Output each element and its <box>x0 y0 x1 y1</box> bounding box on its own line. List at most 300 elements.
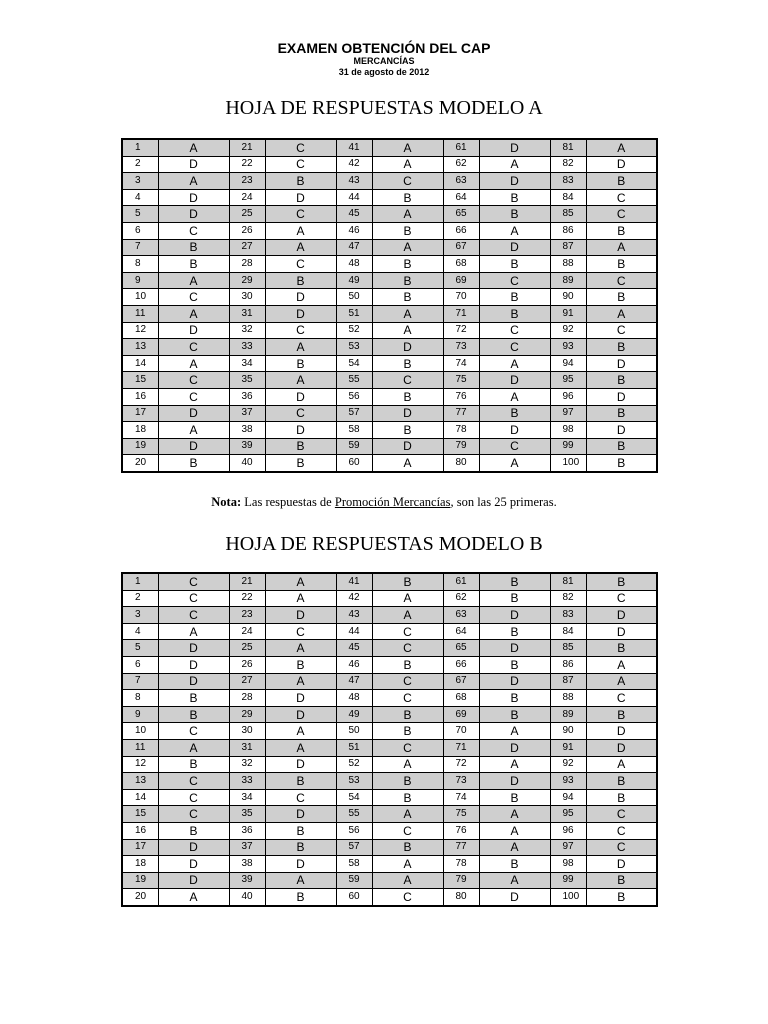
answer-letter: A <box>265 673 336 690</box>
question-number: 35 <box>229 372 265 389</box>
answer-letter: C <box>265 256 336 273</box>
answer-row <box>122 355 657 372</box>
answer-letter: D <box>265 189 336 206</box>
answer-row <box>122 739 657 756</box>
question-number: 52 <box>336 756 372 773</box>
answer-letter: B <box>479 789 550 806</box>
question-number: 72 <box>443 322 479 339</box>
answer-row <box>122 773 657 790</box>
answer-letter: B <box>586 455 657 472</box>
answer-letter: C <box>158 388 229 405</box>
answer-letter: B <box>265 656 336 673</box>
question-number: 19 <box>122 438 158 455</box>
answer-letter: A <box>265 239 336 256</box>
question-number: 39 <box>229 872 265 889</box>
answer-letter: B <box>265 773 336 790</box>
question-number: 77 <box>443 839 479 856</box>
question-number: 88 <box>550 256 586 273</box>
answer-letter: B <box>479 573 550 590</box>
question-number: 21 <box>229 139 265 156</box>
question-number: 77 <box>443 405 479 422</box>
answer-letter: D <box>586 388 657 405</box>
question-number: 58 <box>336 856 372 873</box>
question-number: 5 <box>122 206 158 223</box>
answer-letter: B <box>372 773 443 790</box>
answer-letter: A <box>265 222 336 239</box>
note-text-before: Las respuestas de <box>241 495 335 509</box>
answer-letter: A <box>158 272 229 289</box>
answer-letter: D <box>158 872 229 889</box>
question-number: 59 <box>336 438 372 455</box>
question-number: 4 <box>122 189 158 206</box>
answer-letter: A <box>586 305 657 322</box>
answer-letter: C <box>265 139 336 156</box>
answer-row <box>122 590 657 607</box>
question-number: 67 <box>443 673 479 690</box>
answer-letter: C <box>265 623 336 640</box>
answer-row <box>122 272 657 289</box>
note <box>0 495 768 510</box>
question-number: 98 <box>550 856 586 873</box>
question-number: 1 <box>122 139 158 156</box>
answer-letter: D <box>372 438 443 455</box>
question-number: 18 <box>122 422 158 439</box>
answer-letter: D <box>479 607 550 624</box>
question-number: 74 <box>443 789 479 806</box>
answer-letter: B <box>479 690 550 707</box>
answer-row <box>122 806 657 823</box>
question-number: 68 <box>443 256 479 273</box>
answer-letter: C <box>479 272 550 289</box>
question-number: 50 <box>336 723 372 740</box>
question-number: 83 <box>550 173 586 190</box>
answer-letter: B <box>586 372 657 389</box>
answer-letter: A <box>479 222 550 239</box>
answer-letter: B <box>586 706 657 723</box>
model-b-answer-table <box>121 572 658 907</box>
question-number: 81 <box>550 139 586 156</box>
answer-row <box>122 455 657 472</box>
answer-letter: A <box>479 723 550 740</box>
answer-letter: D <box>586 422 657 439</box>
answer-letter: C <box>586 839 657 856</box>
question-number: 90 <box>550 723 586 740</box>
question-number: 23 <box>229 607 265 624</box>
question-number: 78 <box>443 856 479 873</box>
question-number: 22 <box>229 156 265 173</box>
question-number: 28 <box>229 256 265 273</box>
answer-letter: D <box>158 839 229 856</box>
answer-letter: B <box>586 256 657 273</box>
question-number: 84 <box>550 189 586 206</box>
answer-letter: A <box>479 872 550 889</box>
answer-letter: D <box>479 239 550 256</box>
question-number: 45 <box>336 206 372 223</box>
answer-row <box>122 405 657 422</box>
question-number: 42 <box>336 156 372 173</box>
answer-letter: D <box>586 623 657 640</box>
answer-letter: A <box>372 872 443 889</box>
question-number: 61 <box>443 139 479 156</box>
answer-letter: B <box>479 706 550 723</box>
answer-letter: A <box>372 806 443 823</box>
answer-row <box>122 623 657 640</box>
question-number: 46 <box>336 656 372 673</box>
question-number: 43 <box>336 173 372 190</box>
question-number: 63 <box>443 173 479 190</box>
answer-letter: B <box>265 272 336 289</box>
question-number: 25 <box>229 640 265 657</box>
answer-letter: A <box>479 756 550 773</box>
question-number: 96 <box>550 822 586 839</box>
answer-letter: A <box>158 173 229 190</box>
answer-letter: A <box>479 806 550 823</box>
answer-row <box>122 339 657 356</box>
question-number: 98 <box>550 422 586 439</box>
question-number: 26 <box>229 222 265 239</box>
answer-row <box>122 856 657 873</box>
answer-row <box>122 372 657 389</box>
answer-letter: A <box>265 739 336 756</box>
answer-letter: B <box>479 623 550 640</box>
answer-row <box>122 706 657 723</box>
question-number: 61 <box>443 573 479 590</box>
answer-letter: C <box>158 289 229 306</box>
answer-letter: B <box>372 706 443 723</box>
answer-letter: A <box>372 206 443 223</box>
question-number: 4 <box>122 623 158 640</box>
answer-letter: D <box>479 422 550 439</box>
answer-letter: A <box>158 889 229 906</box>
answer-letter: B <box>158 756 229 773</box>
answer-letter: C <box>372 173 443 190</box>
answer-letter: A <box>265 372 336 389</box>
answer-letter: C <box>586 806 657 823</box>
question-number: 29 <box>229 272 265 289</box>
answer-letter: B <box>158 455 229 472</box>
answer-letter: B <box>372 656 443 673</box>
answer-letter: C <box>158 372 229 389</box>
answer-letter: C <box>158 773 229 790</box>
answer-letter: D <box>158 640 229 657</box>
answer-letter: A <box>372 607 443 624</box>
answer-letter: B <box>158 706 229 723</box>
question-number: 15 <box>122 806 158 823</box>
question-number: 34 <box>229 789 265 806</box>
answer-letter: D <box>158 322 229 339</box>
answer-letter: A <box>479 822 550 839</box>
question-number: 36 <box>229 388 265 405</box>
question-number: 32 <box>229 322 265 339</box>
answer-row <box>122 673 657 690</box>
answer-letter: B <box>372 723 443 740</box>
answer-letter: C <box>265 789 336 806</box>
answer-letter: D <box>586 355 657 372</box>
question-number: 76 <box>443 388 479 405</box>
answer-letter: B <box>586 573 657 590</box>
question-number: 16 <box>122 822 158 839</box>
question-number: 91 <box>550 739 586 756</box>
answer-letter: B <box>372 388 443 405</box>
question-number: 94 <box>550 355 586 372</box>
answer-letter: C <box>479 438 550 455</box>
question-number: 73 <box>443 339 479 356</box>
answer-letter: A <box>372 590 443 607</box>
note-underlined-text: Promoción Mercancías <box>334 495 451 509</box>
answer-letter: B <box>586 889 657 906</box>
answer-letter: B <box>479 656 550 673</box>
answer-letter: A <box>265 723 336 740</box>
question-number: 2 <box>122 590 158 607</box>
question-number: 79 <box>443 438 479 455</box>
exam-subtitle: MERCANCÍAS <box>353 56 415 66</box>
question-number: 53 <box>336 339 372 356</box>
question-number: 45 <box>336 640 372 657</box>
question-number: 54 <box>336 789 372 806</box>
question-number: 88 <box>550 690 586 707</box>
question-number: 100 <box>550 889 586 906</box>
answer-letter: A <box>586 139 657 156</box>
question-number: 51 <box>336 305 372 322</box>
answer-letter: D <box>265 806 336 823</box>
question-number: 9 <box>122 272 158 289</box>
answer-letter: C <box>158 789 229 806</box>
question-number: 92 <box>550 322 586 339</box>
answer-row <box>122 889 657 906</box>
answer-row <box>122 640 657 657</box>
answer-letter: C <box>586 272 657 289</box>
question-number: 48 <box>336 256 372 273</box>
question-number: 62 <box>443 156 479 173</box>
question-number: 90 <box>550 289 586 306</box>
question-number: 10 <box>122 723 158 740</box>
exam-title: EXAMEN OBTENCIÓN DEL CAP <box>277 40 491 56</box>
answer-row <box>122 322 657 339</box>
question-number: 62 <box>443 590 479 607</box>
question-number: 30 <box>229 289 265 306</box>
answer-letter: C <box>372 640 443 657</box>
answer-letter: B <box>586 438 657 455</box>
question-number: 100 <box>550 455 586 472</box>
answer-letter: D <box>158 656 229 673</box>
answer-letter: D <box>479 139 550 156</box>
answer-letter: D <box>158 438 229 455</box>
exam-date: 31 de agosto de 2012 <box>338 67 430 77</box>
question-number: 42 <box>336 590 372 607</box>
question-number: 10 <box>122 289 158 306</box>
question-number: 29 <box>229 706 265 723</box>
answer-letter: C <box>372 739 443 756</box>
question-number: 24 <box>229 189 265 206</box>
answer-letter: A <box>479 839 550 856</box>
question-number: 81 <box>550 573 586 590</box>
answer-letter: C <box>586 322 657 339</box>
question-number: 32 <box>229 756 265 773</box>
question-number: 36 <box>229 822 265 839</box>
answer-letter: B <box>586 773 657 790</box>
question-number: 97 <box>550 405 586 422</box>
answer-letter: B <box>586 872 657 889</box>
question-number: 67 <box>443 239 479 256</box>
answer-letter: A <box>372 139 443 156</box>
question-number: 94 <box>550 789 586 806</box>
question-number: 44 <box>336 623 372 640</box>
question-number: 20 <box>122 889 158 906</box>
answer-letter: A <box>586 656 657 673</box>
answer-letter: D <box>158 405 229 422</box>
answer-letter: C <box>158 222 229 239</box>
question-number: 54 <box>336 355 372 372</box>
question-number: 93 <box>550 339 586 356</box>
answer-letter: B <box>158 822 229 839</box>
answer-letter: D <box>158 189 229 206</box>
answer-letter: D <box>265 607 336 624</box>
question-number: 96 <box>550 388 586 405</box>
question-number: 55 <box>336 806 372 823</box>
question-number: 75 <box>443 806 479 823</box>
question-number: 15 <box>122 372 158 389</box>
question-number: 68 <box>443 690 479 707</box>
question-number: 5 <box>122 640 158 657</box>
answer-letter: B <box>158 256 229 273</box>
answer-letter: B <box>372 289 443 306</box>
question-number: 17 <box>122 405 158 422</box>
answer-letter: D <box>479 673 550 690</box>
note-text-after: , son las 25 primeras. <box>450 495 557 509</box>
answer-letter: C <box>586 189 657 206</box>
question-number: 17 <box>122 839 158 856</box>
answer-letter: D <box>265 305 336 322</box>
answer-letter: D <box>479 773 550 790</box>
answer-letter: D <box>586 739 657 756</box>
question-number: 48 <box>336 690 372 707</box>
question-number: 35 <box>229 806 265 823</box>
question-number: 33 <box>229 773 265 790</box>
answer-letter: A <box>372 322 443 339</box>
answer-letter: A <box>158 623 229 640</box>
answer-row <box>122 756 657 773</box>
question-number: 41 <box>336 139 372 156</box>
question-number: 56 <box>336 388 372 405</box>
answer-row <box>122 607 657 624</box>
question-number: 24 <box>229 623 265 640</box>
answer-letter: C <box>158 339 229 356</box>
question-number: 71 <box>443 305 479 322</box>
answer-letter: C <box>158 607 229 624</box>
question-number: 69 <box>443 706 479 723</box>
answer-letter: B <box>586 289 657 306</box>
answer-letter: D <box>479 889 550 906</box>
question-number: 83 <box>550 607 586 624</box>
question-number: 46 <box>336 222 372 239</box>
question-number: 33 <box>229 339 265 356</box>
question-number: 2 <box>122 156 158 173</box>
answer-letter: D <box>479 640 550 657</box>
answer-letter: C <box>372 822 443 839</box>
question-number: 12 <box>122 756 158 773</box>
question-number: 37 <box>229 405 265 422</box>
answer-letter: A <box>372 756 443 773</box>
question-number: 95 <box>550 372 586 389</box>
answer-letter: C <box>158 573 229 590</box>
answer-letter: C <box>372 673 443 690</box>
question-number: 60 <box>336 889 372 906</box>
question-number: 11 <box>122 305 158 322</box>
question-number: 70 <box>443 289 479 306</box>
answer-row <box>122 388 657 405</box>
answer-letter: C <box>158 590 229 607</box>
answer-letter: A <box>158 139 229 156</box>
answer-letter: D <box>158 673 229 690</box>
question-number: 57 <box>336 405 372 422</box>
answer-row <box>122 872 657 889</box>
question-number: 86 <box>550 222 586 239</box>
answer-letter: A <box>265 339 336 356</box>
question-number: 23 <box>229 173 265 190</box>
question-number: 57 <box>336 839 372 856</box>
question-number: 72 <box>443 756 479 773</box>
answer-letter: A <box>372 455 443 472</box>
answer-letter: D <box>586 856 657 873</box>
question-number: 44 <box>336 189 372 206</box>
question-number: 14 <box>122 355 158 372</box>
question-number: 53 <box>336 773 372 790</box>
question-number: 16 <box>122 388 158 405</box>
question-number: 26 <box>229 656 265 673</box>
answer-letter: A <box>158 355 229 372</box>
answer-letter: C <box>479 339 550 356</box>
answer-letter: B <box>372 256 443 273</box>
question-number: 25 <box>229 206 265 223</box>
question-number: 76 <box>443 822 479 839</box>
question-number: 50 <box>336 289 372 306</box>
question-number: 66 <box>443 222 479 239</box>
answer-row <box>122 256 657 273</box>
answer-letter: A <box>265 590 336 607</box>
question-number: 58 <box>336 422 372 439</box>
answer-row <box>122 139 657 156</box>
question-number: 6 <box>122 222 158 239</box>
answer-letter: C <box>372 889 443 906</box>
answer-letter: D <box>265 856 336 873</box>
question-number: 47 <box>336 673 372 690</box>
answer-letter: D <box>586 607 657 624</box>
question-number: 73 <box>443 773 479 790</box>
answer-letter: B <box>265 455 336 472</box>
question-number: 66 <box>443 656 479 673</box>
question-number: 38 <box>229 856 265 873</box>
question-number: 82 <box>550 156 586 173</box>
question-number: 8 <box>122 256 158 273</box>
answer-row <box>122 822 657 839</box>
question-number: 7 <box>122 239 158 256</box>
answer-letter: C <box>586 690 657 707</box>
question-number: 65 <box>443 640 479 657</box>
answer-letter: C <box>586 822 657 839</box>
model-a-table-body <box>122 139 657 472</box>
question-number: 71 <box>443 739 479 756</box>
answer-letter: C <box>265 156 336 173</box>
question-number: 89 <box>550 272 586 289</box>
question-number: 65 <box>443 206 479 223</box>
answer-letter: A <box>586 673 657 690</box>
answer-letter: D <box>265 756 336 773</box>
model-a-answer-table <box>121 138 658 473</box>
question-number: 14 <box>122 789 158 806</box>
question-number: 41 <box>336 573 372 590</box>
answer-letter: B <box>586 339 657 356</box>
question-number: 99 <box>550 438 586 455</box>
